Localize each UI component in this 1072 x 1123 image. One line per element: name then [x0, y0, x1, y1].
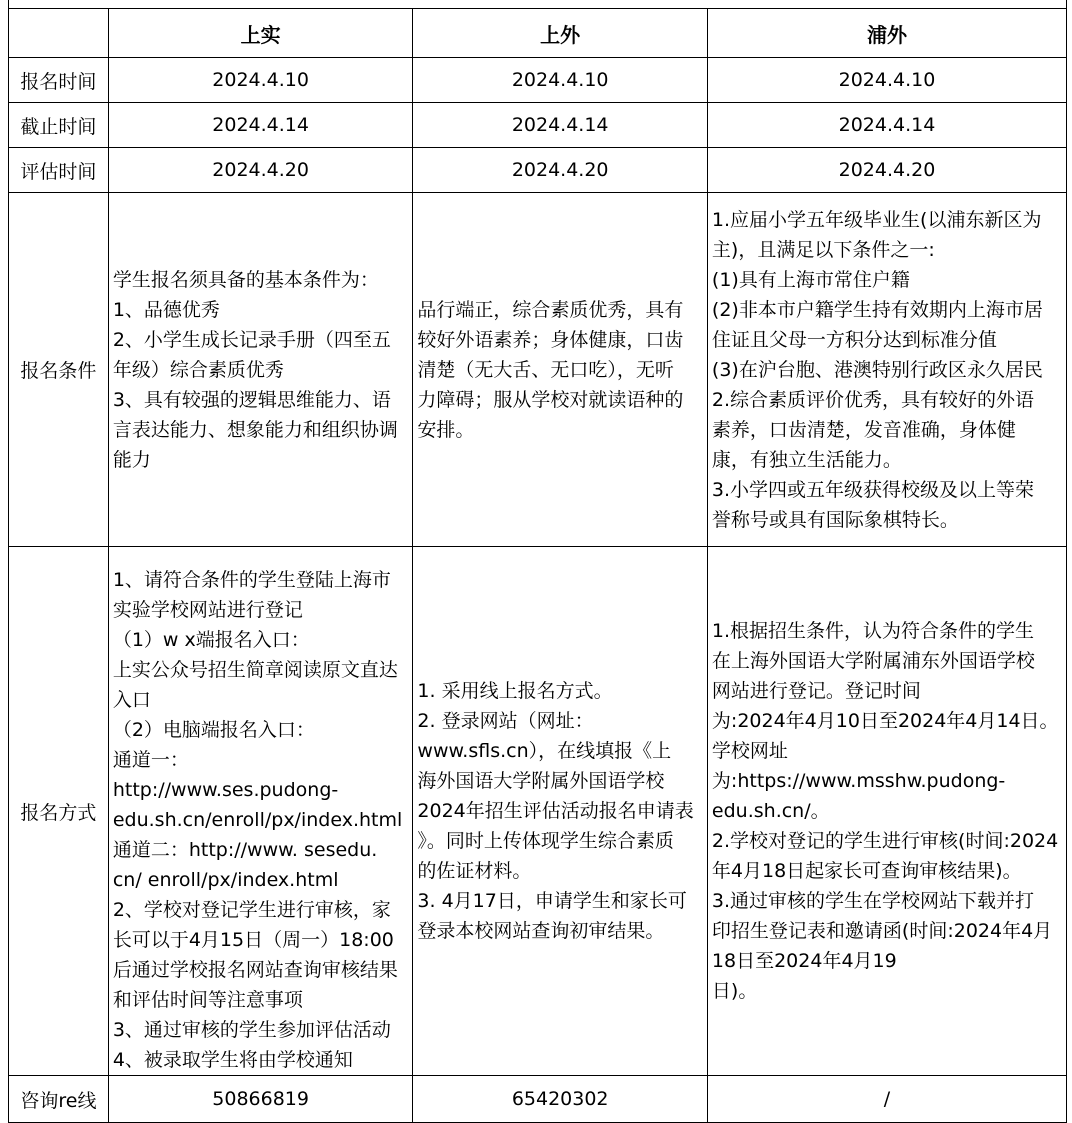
text-line: 后通过学校报名网站查询审核结果: [112, 959, 398, 981]
row-label-method: 报名方式: [9, 547, 109, 1076]
text-line: 3、具有较强的逻辑思维能力、语: [112, 388, 391, 411]
deadline-shangshi: 2024.4.14: [108, 103, 413, 148]
text-line: 较好外语素养；身体健康，口齿: [417, 328, 684, 351]
reg-time-puwai: 2024.4.10: [707, 58, 1066, 103]
table-row: [9, 547, 1067, 1076]
hotline-shangshi: 50866819: [108, 1076, 413, 1123]
header-row: [9, 9, 1067, 58]
text-line: 安排。: [417, 418, 475, 441]
text-line: 3.小学四或五年级获得校级及以上等荣: [711, 478, 1035, 501]
conditions-shangshi: [108, 193, 413, 547]
table-row: [9, 58, 1067, 103]
table-row: [9, 103, 1067, 148]
text-line: 学生报名须具备的基本条件为：: [112, 268, 379, 291]
text-line: 和评估时间等注意事项: [112, 989, 303, 1011]
text-line: 日)。: [711, 980, 758, 1002]
text-line: 网站进行登记。登记时间: [711, 680, 921, 702]
table-row: [9, 1076, 1067, 1123]
text-line: 通道二：http://www. sesedu.: [112, 839, 378, 861]
header-school-shangwai: 上外: [413, 9, 708, 58]
conditions-puwai: [707, 193, 1066, 547]
text-line: 2024年招生评估活动报名申请表: [417, 800, 694, 822]
text-line: 1、品德优秀: [112, 298, 220, 321]
text-line: 18日至2024年4月19: [711, 950, 897, 972]
text-line: 品行端正，综合素质优秀，具有: [417, 298, 684, 321]
conditions-shangwai: [413, 193, 708, 547]
text-line: cn/ enroll/px/index.html: [112, 869, 339, 891]
text-line: http://www.ses.pudong-: [112, 779, 339, 801]
text-line: （1）w x端报名入口：: [112, 629, 310, 651]
row-label-conditions: 报名条件: [9, 193, 109, 547]
text-line: edu.sh.cn/enroll/px/index.html: [112, 809, 403, 831]
assess-shangwai: 2024.4.20: [413, 148, 708, 193]
text-line: 3. 4月17日，申请学生和家长可: [417, 890, 687, 912]
text-line: 2. 登录网站（网址：: [417, 710, 594, 732]
table-row: [9, 193, 1067, 547]
row-label-hotline: 咨询re线: [9, 1076, 109, 1123]
text-line: 的佐证材料。: [417, 860, 532, 882]
deadline-shangwai: 2024.4.14: [413, 103, 708, 148]
text-line: 素养，口齿清楚，发音准确，身体健: [711, 418, 1016, 441]
text-line: 康，有独立生活能力。: [711, 448, 902, 471]
text-line: (3)在沪台胞、港澳特别行政区永久居民: [711, 358, 1043, 381]
method-shangshi: [108, 547, 413, 1076]
text-line: 年级）综合素质优秀: [112, 358, 284, 381]
text-line: 在上海外国语大学附属浦东外国语学校: [711, 650, 1035, 672]
text-line: 长可以于4月15日（周一）18:00: [112, 929, 394, 951]
header-school-puwai: 浦外: [707, 9, 1066, 58]
text-line: 海外国语大学附属外国语学校: [417, 770, 665, 792]
text-line: 为:https://www.msshw.pudong-: [711, 770, 1006, 792]
text-line: 2.学校对登记的学生进行审核(时间:2024: [711, 830, 1059, 852]
hotline-puwai: /: [707, 1076, 1066, 1123]
reg-time-shangwai: 2024.4.10: [413, 58, 708, 103]
method-puwai: [707, 547, 1066, 1076]
assess-shangshi: 2024.4.20: [108, 148, 413, 193]
text-line: 4、被录取学生将由学校通知: [112, 1049, 353, 1071]
text-line: 1. 采用线上报名方式。: [417, 680, 613, 702]
text-line: (1)具有上海市常住户籍: [711, 268, 910, 291]
text-line: 2、学校对登记学生进行审核，家: [112, 899, 391, 921]
text-line: 》。同时上传体现学生综合素质: [417, 830, 674, 852]
text-line: 通道一：: [112, 749, 189, 771]
text-line: 1、请符合条件的学生登陆上海市: [112, 569, 391, 591]
text-line: 学校网址: [711, 740, 788, 762]
text-line: 为:2024年4月10日至2024年4月14日。: [711, 710, 1059, 732]
text-line: 清楚（无大舌、无口吃），无听: [417, 358, 674, 381]
text-line: 2.综合素质评价优秀，具有较好的外语: [711, 388, 1035, 411]
text-line: 1.根据招生条件，认为符合条件的学生: [711, 620, 1035, 642]
header-blank-cell: [9, 9, 109, 58]
deadline-puwai: 2024.4.14: [707, 103, 1066, 148]
text-line: 入口: [112, 689, 151, 711]
text-line: 实验学校网站进行登记: [112, 599, 303, 621]
text-line: 登录本校网站查询初审结果。: [417, 920, 665, 942]
text-line: www.sfls.cn），在线填报《上: [417, 740, 672, 762]
text-line: 3.通过审核的学生在学校网站下载并打: [711, 890, 1035, 912]
method-shangwai: [413, 547, 708, 1076]
text-line: 2、小学生成长记录手册（四至五: [112, 328, 391, 351]
text-line: 住证且父母一方积分达到标准分值: [711, 328, 997, 351]
text-line: 印招生登记表和邀请函(时间:2024年4月: [711, 920, 1053, 942]
text-line: (2)非本市户籍学生持有效期内上海市居: [711, 298, 1043, 321]
text-line: 上实公众号招生简章阅读原文直达: [112, 659, 398, 681]
text-line: 3、通过审核的学生参加评估活动: [112, 1019, 391, 1041]
text-line: 言表达能力、想象能力和组织协调: [112, 418, 398, 441]
text-line: 能力: [112, 448, 151, 471]
text-line: 誉称号或具有国际象棋特长。: [711, 508, 959, 531]
header-school-shangshi: 上实: [108, 9, 413, 58]
text-line: edu.sh.cn/。: [711, 800, 830, 822]
text-line: 力障碍；服从学校对就读语种的: [417, 388, 684, 411]
assess-puwai: 2024.4.20: [707, 148, 1066, 193]
text-line: 1.应届小学五年级毕业生(以浦东新区为: [711, 208, 1042, 231]
text-line: （2）电脑端报名入口：: [112, 719, 315, 741]
row-label-reg-time: 报名时间: [9, 58, 109, 103]
row-label-assess: 评估时间: [9, 148, 109, 193]
admissions-comparison-table: [8, 8, 1067, 1123]
hotline-shangwai: 65420302: [413, 1076, 708, 1123]
table-row: [9, 148, 1067, 193]
reg-time-shangshi: 2024.4.10: [108, 58, 413, 103]
text-line: 年4月18日起家长可查询审核结果)。: [711, 860, 1022, 882]
table-top-edge: [8, 0, 1067, 8]
text-line: 主)，且满足以下条件之一:: [711, 238, 935, 261]
row-label-deadline: 截止时间: [9, 103, 109, 148]
